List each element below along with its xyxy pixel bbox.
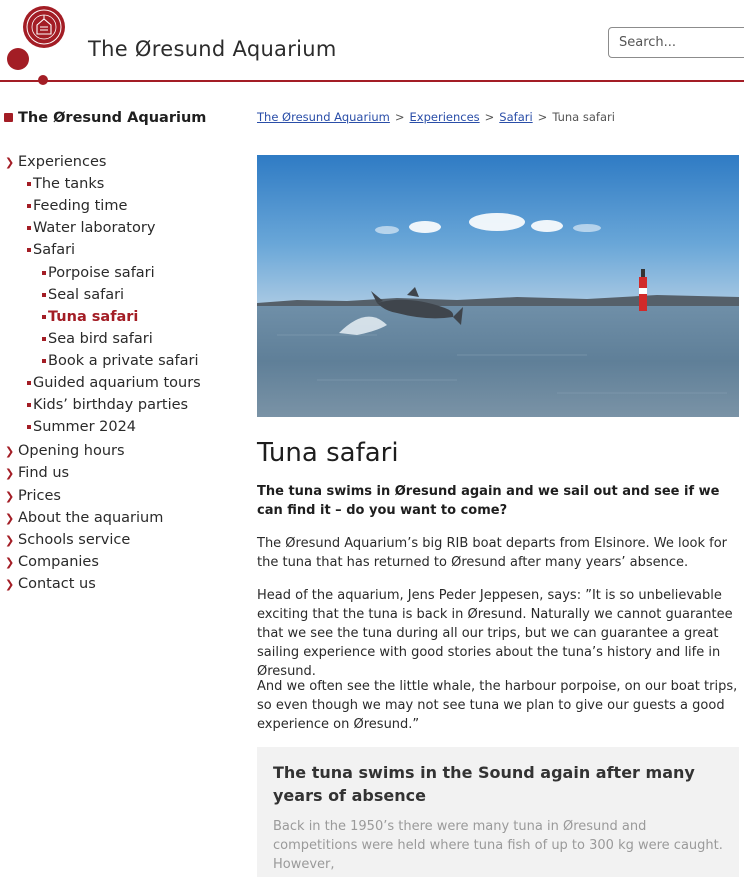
sidebar-item-label: Companies [18, 553, 99, 570]
sidebar-item-label: Opening hours [18, 443, 125, 460]
sidebar-item-label: Experiences [18, 154, 107, 170]
sidebar-item-label: Seal safari [48, 286, 125, 303]
sidebar-item-label: Prices [18, 487, 61, 504]
header-divider [0, 80, 744, 82]
sidebar-item-label: About the aquarium [18, 509, 164, 526]
sidebar-item-label: Tuna safari [48, 308, 139, 325]
square-bullet-icon [27, 248, 31, 252]
sidebar-item-label: Porpoise safari [48, 264, 155, 281]
square-bullet-icon [27, 381, 31, 385]
sidebar-item-label: Water laboratory [33, 220, 156, 237]
chevron-right-icon: ❯ [5, 577, 15, 591]
site-header [0, 0, 744, 90]
sidebar-item-label: The tanks [33, 176, 105, 193]
sidebar-item-label: Book a private safari [48, 352, 199, 369]
breadcrumb-experiences[interactable]: Experiences [409, 110, 480, 124]
breadcrumb-separator: > [394, 110, 405, 124]
breadcrumb-separator: > [484, 110, 495, 124]
sidebar-item-label: Kids’ birthday parties [33, 397, 189, 414]
chevron-right-icon: ❯ [5, 533, 15, 547]
breadcrumb-current: Tuna safari [552, 110, 615, 124]
search-input[interactable] [608, 27, 744, 58]
chevron-right-icon: ❯ [5, 511, 15, 525]
sidebar-item-label: Feeding time [33, 198, 128, 215]
square-bullet-icon [27, 403, 31, 407]
sidebar-home-label: The Øresund Aquarium [18, 110, 207, 126]
sidebar-item-label: Find us [18, 465, 70, 482]
breadcrumb [257, 110, 615, 124]
logo-dot-large [7, 48, 29, 70]
article-paragraph: Head of the aquarium, Jens Peder Jeppesen, says: ”It is so unbelievable exciting that the tuna is back in Øresund. Naturally we cannot guarantee that we see the tuna during all our trips, but we can guarantee a great sailing experience with good stories about the tuna’s history and life in Øresund. [257, 588, 733, 679]
article-paragraph: And we often see the little whale, the harbour porpoise, on our boat trips, so even though we may not see tuna we plan to give our guests a good experience on Øresund.” [257, 679, 738, 732]
aquarium-logo-seal[interactable] [22, 5, 66, 49]
fact-box-title: The tuna swims in the Sound again after many years of absence [273, 763, 695, 805]
site-title[interactable]: The Øresund Aquarium [88, 37, 337, 61]
sidebar-home-link[interactable] [4, 110, 244, 132]
fact-box-text: Back in the 1950’s there were many tuna in Øresund and competitions were held where tuna fish of up to 300 kg were caught. However, [273, 819, 723, 872]
hero-image-tuna-jumping [257, 155, 739, 417]
sidebar-item-label: Schools service [18, 531, 131, 548]
square-bullet-icon [42, 271, 46, 275]
breadcrumb-home[interactable]: The Øresund Aquarium [257, 110, 390, 124]
chevron-right-icon: ❯ [5, 489, 15, 503]
fact-box [257, 747, 739, 877]
square-bullet-icon [42, 359, 46, 363]
sidebar-item-label: Sea bird safari [48, 330, 153, 347]
breadcrumb-separator: > [537, 110, 548, 124]
square-bullet-icon [4, 113, 13, 122]
page-title: Tuna safari [257, 438, 399, 468]
sidebar-item-label: Safari [33, 242, 76, 259]
square-bullet-icon [42, 315, 46, 319]
chevron-right-icon: ❯ [5, 445, 15, 459]
sidebar-item-label: Contact us [18, 575, 96, 592]
chevron-right-icon: ❯ [5, 555, 15, 569]
square-bullet-icon [27, 425, 31, 429]
square-bullet-icon [27, 226, 31, 230]
chevron-right-icon: ❯ [5, 156, 15, 169]
square-bullet-icon [27, 182, 31, 186]
article-paragraph: The Øresund Aquarium’s big RIB boat departs from Elsinore. We look for the tuna that has returned to Øresund after many years’ absence. [257, 536, 728, 570]
sidebar-item-label: Summer 2024 [33, 419, 137, 436]
square-bullet-icon [27, 204, 31, 208]
chevron-right-icon: ❯ [5, 467, 15, 481]
article-lead: The tuna swims in Øresund again and we sail out and see if we can find it – do you want to come? [257, 484, 720, 518]
breadcrumb-safari[interactable]: Safari [499, 110, 533, 124]
sidebar-item-label: Guided aquarium tours [33, 375, 201, 391]
square-bullet-icon [42, 293, 46, 297]
square-bullet-icon [42, 337, 46, 341]
